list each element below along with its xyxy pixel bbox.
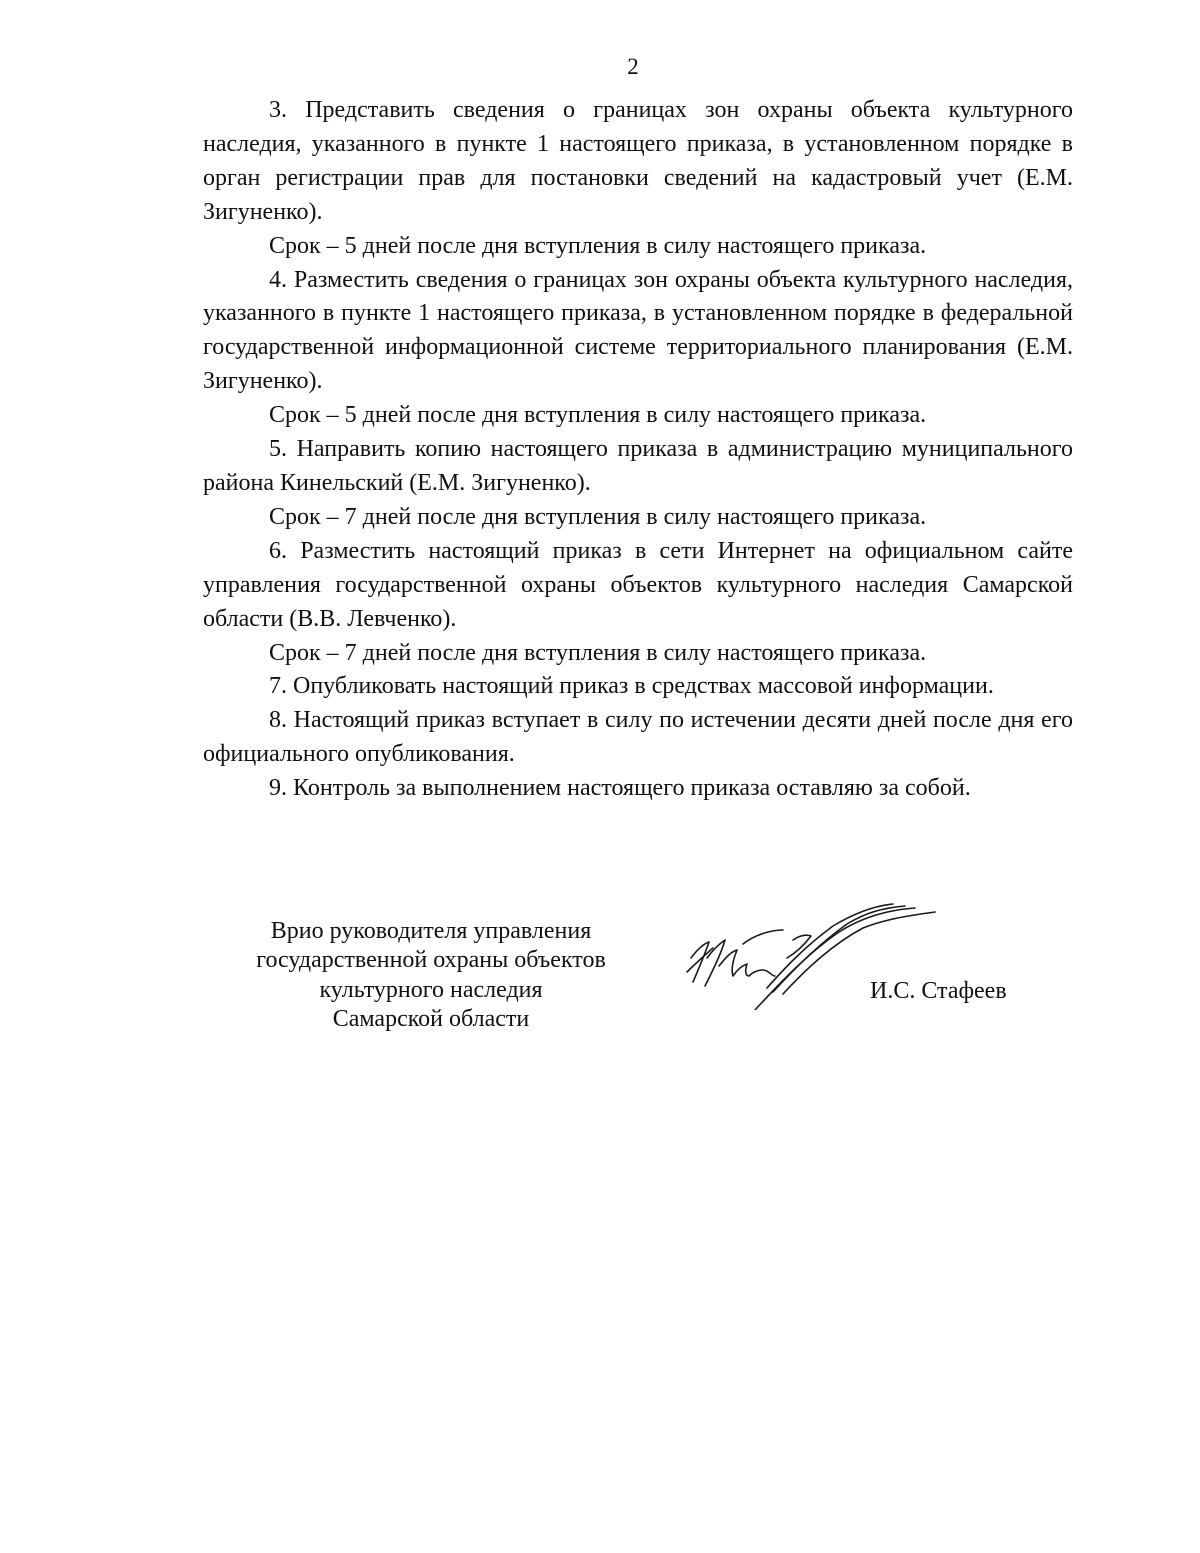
- deadline-item-5: Срок – 7 дней после дня вступления в силу настоящего приказа.: [269, 503, 927, 530]
- paragraph-item-4: 4. Разместить сведения о границах зон охраны объекта культурного наследия, указанного в пункте 1 настоящего приказа, в установленном порядке в федеральной государственной информационной системе территориального планирования (Е.М. Зигуненко).: [203, 266, 1073, 395]
- signatory-position-line: государственной охраны объектов: [256, 947, 606, 974]
- paragraph-item-3: 3. Представить сведения о границах зон охраны объекта культурного наследия, указанного в пункте 1 настоящего приказа, в установленном порядке в орган регистрации прав для постановки сведений на кадастровый учет (Е.М. Зигуненко).: [203, 97, 1073, 225]
- signatory-position-line: Самарской области: [332, 1005, 530, 1032]
- deadline-item-6: Срок – 7 дней после дня вступления в силу настоящего приказа.: [269, 639, 927, 666]
- page-number: 2: [627, 54, 639, 79]
- paragraph-item-6: 6. Разместить настоящий приказ в сети Интернет на официальном сайте управления государственной охраны объектов культурного наследия Самарской области (В.В. Левченко).: [203, 537, 1073, 632]
- paragraph-item-5: 5. Направить копию настоящего приказа в администрацию муниципального района Кинельский (Е.М. Зигуненко).: [203, 436, 1073, 496]
- paragraph-item-8: 8. Настоящий приказ вступает в силу по истечении десяти дней после дня его официального опубликования.: [203, 707, 1073, 768]
- signatory-position-line: Врио руководителя управления: [270, 918, 592, 944]
- signatory-position-line: культурного наследия: [319, 976, 543, 1003]
- paragraph-item-7: 7. Опубликовать настоящий приказ в средствах массовой информации.: [269, 673, 994, 700]
- deadline-item-3: Срок – 5 дней после дня вступления в силу настоящего приказа.: [269, 232, 927, 259]
- signatory-position: [206, 917, 656, 1034]
- deadline-item-4: Срок – 5 дней после дня вступления в силу настоящего приказа.: [269, 402, 927, 429]
- paragraph-item-9: 9. Контроль за выполнением настоящего приказа оставляю за собой.: [269, 775, 971, 802]
- signer-name: И.С. Стафеев: [870, 978, 1007, 1004]
- document-body: [203, 94, 1073, 806]
